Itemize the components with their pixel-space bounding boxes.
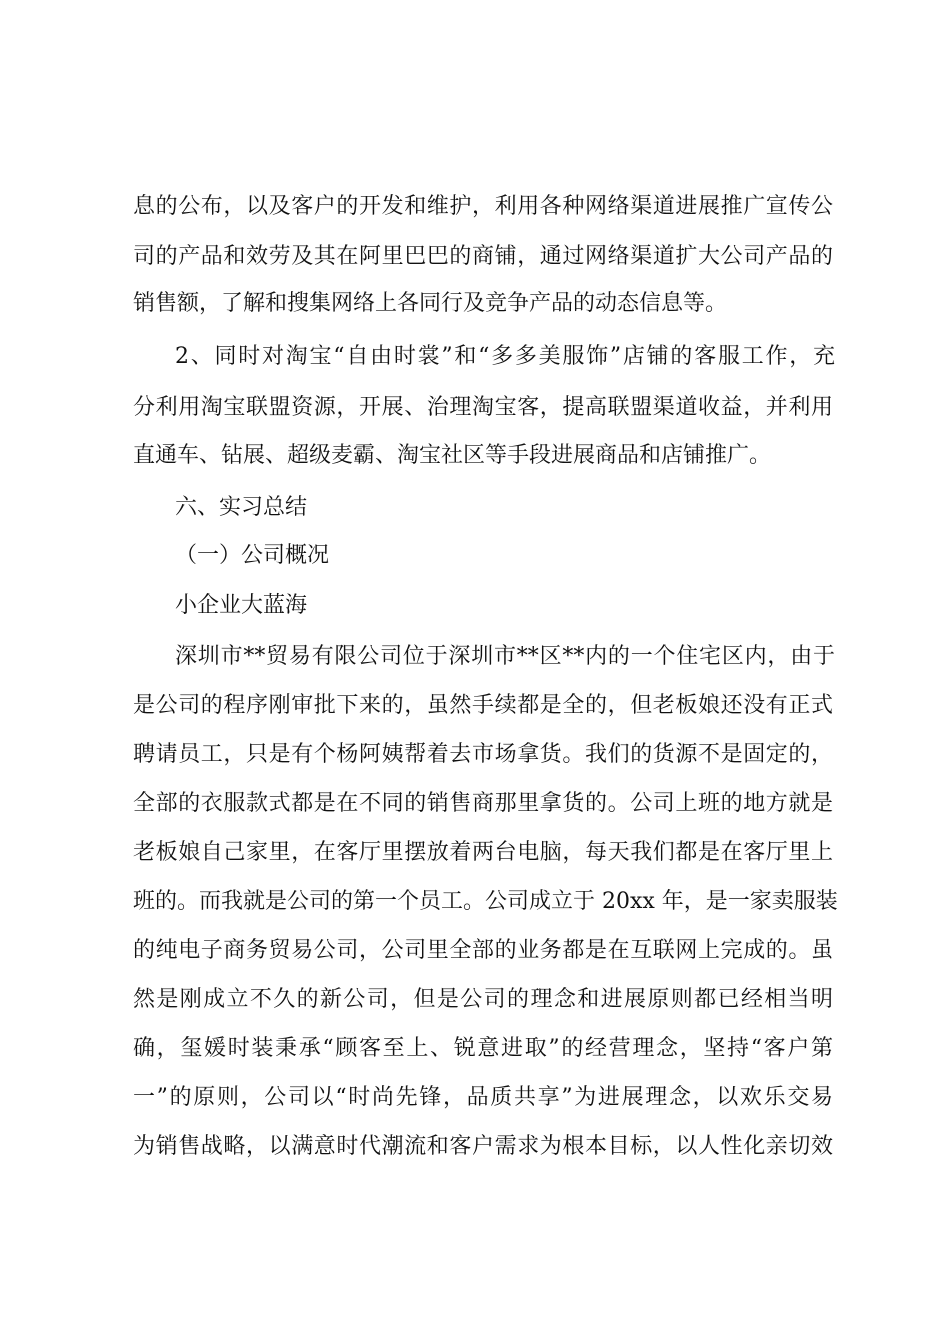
paragraph-line: 老板娘自己家里，在客厅里摆放着两台电脑，每天我们都是在客厅里上 (133, 840, 833, 865)
paragraph-line: 是公司的程序刚审批下来的，虽然手续都是全的，但老板娘还没有正式 (133, 693, 833, 718)
paragraph-line: 一”的原则，公司以“时尚先锋，品质共享”为进展理念，以欢乐交易 (133, 1085, 833, 1110)
section-heading: 六、实习总结 (175, 495, 308, 520)
paragraph-line: 全部的衣服款式都是在不同的销售商那里拿货的。公司上班的地方就是 (133, 791, 833, 816)
paragraph-line: 分利用淘宝联盟资源，开展、治理淘宝客，提高联盟渠道收益，并利用 (133, 395, 833, 420)
subsection-heading: （一）公司概况 (175, 543, 330, 568)
paragraph-line: 为销售战略，以满意时代潮流和客户需求为根本目标，以人性化亲切效 (133, 1134, 833, 1159)
paragraph-line: 然是刚成立不久的新公司，但是公司的理念和进展原则都已经相当明 (133, 987, 833, 1012)
paragraph-line: 司的产品和效劳及其在阿里巴巴的商铺，通过网络渠道扩大公司产品的 (133, 244, 833, 269)
paragraph-line: 销售额，了解和搜集网络上各同行及竞争产品的动态信息等。 (133, 291, 728, 316)
subsection-title: 小企业大蓝海 (175, 593, 308, 618)
paragraph-line: 息的公布，以及客户的开发和维护，利用各种网络渠道进展推广宣传公 (133, 194, 833, 219)
paragraph-line: 深圳市**贸易有限公司位于深圳市**区**内的一个住宅区内，由于 (175, 644, 835, 669)
paragraph-line: 确，玺媛时装秉承“顾客至上、锐意进取”的经营理念，坚持“客户第 (133, 1036, 833, 1061)
paragraph-line: 2、同时对淘宝“自由时裳”和“多多美服饰”店铺的客服工作，充 (175, 344, 835, 369)
paragraph-line: 聘请员工，只是有个杨阿姨帮着去市场拿货。我们的货源不是固定的， (133, 742, 833, 767)
paragraph-line: 班的。而我就是公司的第一个员工。公司成立于 20xx 年，是一家卖服装 (133, 889, 838, 914)
paragraph-line: 直通车、钻展、超级麦霸、淘宝社区等手段进展商品和店铺推广。 (133, 443, 772, 468)
paragraph-line: 的纯电子商务贸易公司，公司里全部的业务都是在互联网上完成的。虽 (133, 938, 833, 963)
